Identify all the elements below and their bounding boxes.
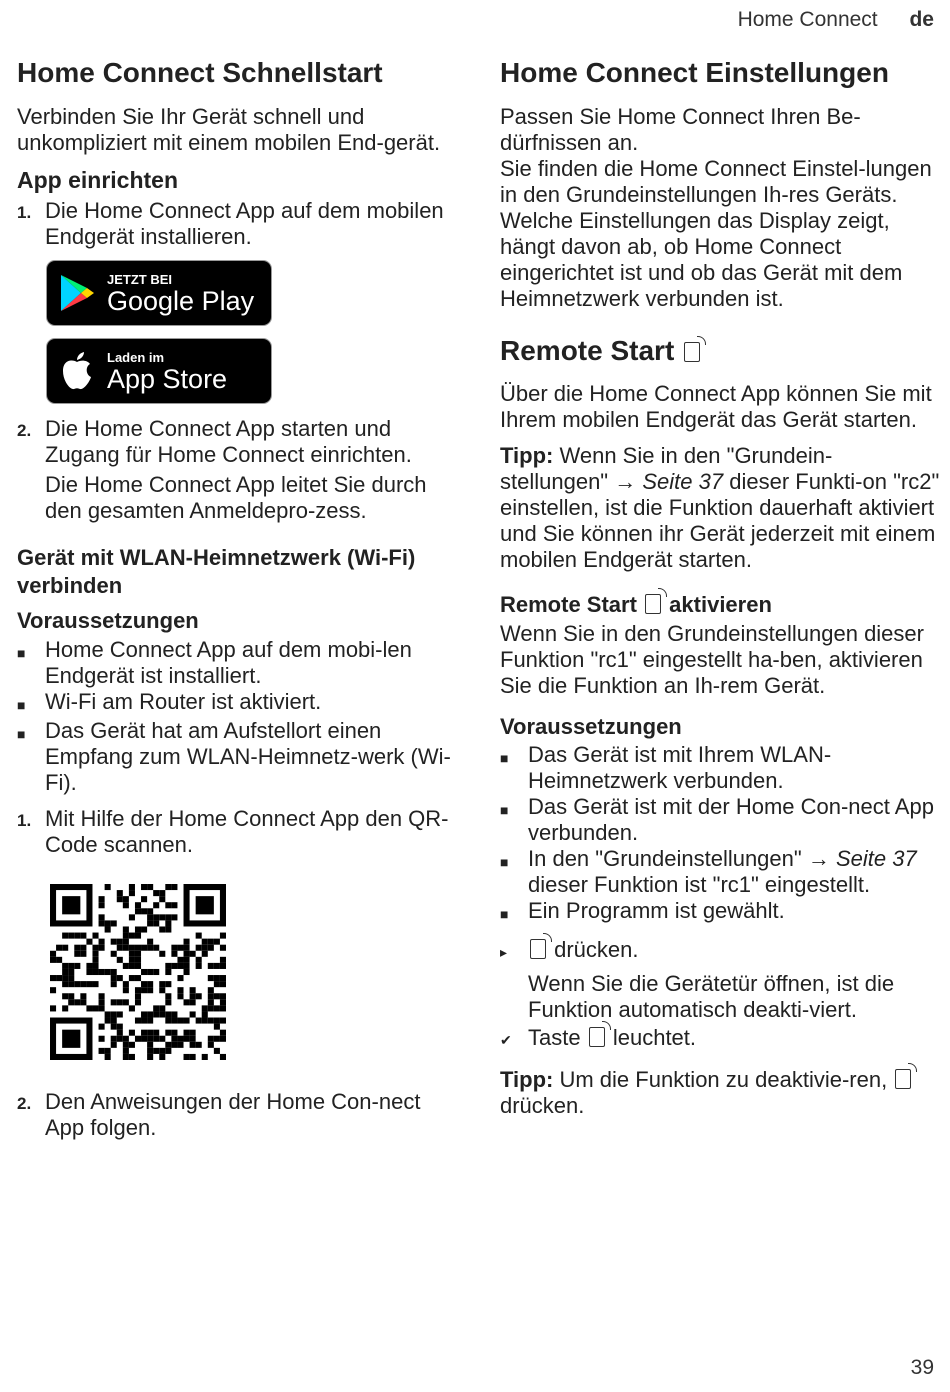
qr-code — [50, 884, 226, 1060]
quickstart-title: Home Connect Schnellstart — [17, 57, 383, 88]
tip-2: Tipp: Um die Funktion zu deaktivie-ren, drücken. — [500, 1067, 940, 1119]
step-note: Die Home Connect App leitet Sie durch den gesamten Anmeldepro-zess. — [45, 472, 427, 524]
wifi-heading: Gerät mit WLAN-Heimnetzwerk (Wi-Fi) verbinden — [17, 545, 416, 598]
step-follow-instructions — [17, 1089, 457, 1141]
header-language: de — [909, 8, 934, 31]
action-step: ▸ drücken. — [500, 937, 940, 965]
google-play-big-text: Google Play — [107, 285, 255, 316]
step-install-app — [17, 198, 457, 250]
step-number: 2. — [17, 1093, 32, 1113]
page-reference[interactable]: Seite 37 — [642, 469, 724, 495]
app-store-small-text: Laden im — [107, 349, 165, 365]
arrow-icon: → — [614, 469, 637, 495]
step-scan-qr — [17, 806, 457, 858]
tip-1: Tipp: Wenn Sie in den "Grundein-stellungen" → Seite 37 dieser Funkti-on "rc2" einstellen, ist die Funktion dauerhaft aktiviert und Sie können ihr Gerät jederzeit mit einem mobilen Endgerät starten. — [500, 443, 940, 573]
page-number: 39 — [910, 1356, 934, 1379]
action-note: Wenn Sie die Gerätetür öffnen, ist die Funktion automatisch deakti-viert. — [528, 971, 895, 1023]
list-item: ■ Home Connect App auf dem mobi-len Endgerät ist installiert. — [17, 636, 412, 688]
app-setup-heading: App einrichten — [17, 166, 179, 193]
list-item: ■ Das Gerät hat am Aufstellort einen Empfang zum WLAN-Heimnetz-werk (Wi-Fi). — [17, 717, 451, 795]
google-play-badge[interactable] — [46, 260, 272, 326]
step-number: 1. — [17, 810, 32, 830]
list-item: ■ Das Gerät ist mit der Home Con-nect App verbunden. — [500, 794, 934, 846]
checkmark-icon: ✔ — [500, 1032, 512, 1049]
settings-p2: Sie finden die Home Connect Einstel-lungen in den Grundeinstellungen Ih-res Geräts. Welche Einstellungen das Display zeigt, hängt davon ab, ob Home Connect eingerichtet ist und ob das Gerät mit dem Heimnetzwerk verbunden ist. — [500, 155, 932, 311]
page-reference[interactable]: Seite 37 — [835, 846, 917, 872]
remote-start-icon — [589, 1027, 605, 1047]
app-store-badge[interactable] — [46, 338, 272, 404]
step-text: Die Home Connect App starten und Zugang für Home Connect einrichten. — [45, 416, 412, 468]
google-play-small-text: JETZT BEI — [107, 271, 173, 287]
quickstart-intro: Verbinden Sie Ihr Gerät schnell und unkompliziert mit einem mobilen End-gerät. — [17, 103, 441, 155]
app-store-big-text: App Store — [107, 363, 228, 394]
settings-title: Home Connect Einstellungen — [500, 57, 889, 88]
settings-p1: Passen Sie Home Connect Ihren Be-dürfnissen an. — [500, 103, 861, 155]
apple-icon — [47, 351, 107, 391]
list-item: ■ Ein Programm ist gewählt. — [500, 898, 785, 924]
step-start-app — [17, 416, 457, 524]
right-column — [500, 56, 940, 1129]
triangle-bullet-icon: ▸ — [500, 944, 508, 961]
list-item: ■ Wi-Fi am Router ist aktiviert. — [17, 688, 322, 714]
remote-start-icon — [530, 939, 546, 959]
remote-start-title: Remote Start — [500, 334, 940, 368]
arrow-icon: → — [807, 846, 830, 872]
remote-start-icon — [895, 1069, 911, 1089]
activate-text: Wenn Sie in den Grundeinstellungen dieser Funktion "rc1" eingestellt ha-ben, aktivieren Sie die Funktion an Ih-rem Gerät. — [500, 620, 924, 698]
requirements-heading: Voraussetzungen — [500, 713, 682, 739]
activate-heading: Remote Start aktivieren — [500, 592, 772, 618]
step-text: Mit Hilfe der Home Connect App den QR-Code scannen. — [45, 805, 449, 857]
list-item: ■ Das Gerät ist mit Ihrem WLAN-Heimnetzwerk verbunden. — [500, 742, 832, 794]
remote-start-icon — [645, 594, 661, 614]
step-text: Den Anweisungen der Home Con-nect App folgen. — [45, 1088, 421, 1140]
result-step: ✔ Taste leuchtet. — [500, 1025, 940, 1053]
requirements-list — [500, 742, 940, 927]
step-number: 2. — [17, 421, 32, 441]
list-item: ■ In den "Grundeinstellungen" → Seite 37 dieser Funktion ist "rc1" eingestellt. — [500, 846, 917, 898]
header-section: Home Connect — [737, 8, 878, 31]
step-number: 1. — [17, 203, 32, 223]
remote-start-text: Über die Home Connect App können Sie mit Ihrem mobilen Endgerät das Gerät starten. — [500, 381, 932, 433]
requirements-heading: Voraussetzungen — [17, 608, 199, 634]
step-text: Die Home Connect App auf dem mobilen Endgerät installieren. — [45, 198, 444, 250]
page-header — [738, 8, 934, 32]
remote-start-icon — [684, 342, 700, 362]
google-play-icon — [47, 273, 107, 313]
requirements-list — [17, 637, 457, 796]
left-column — [17, 56, 457, 1149]
